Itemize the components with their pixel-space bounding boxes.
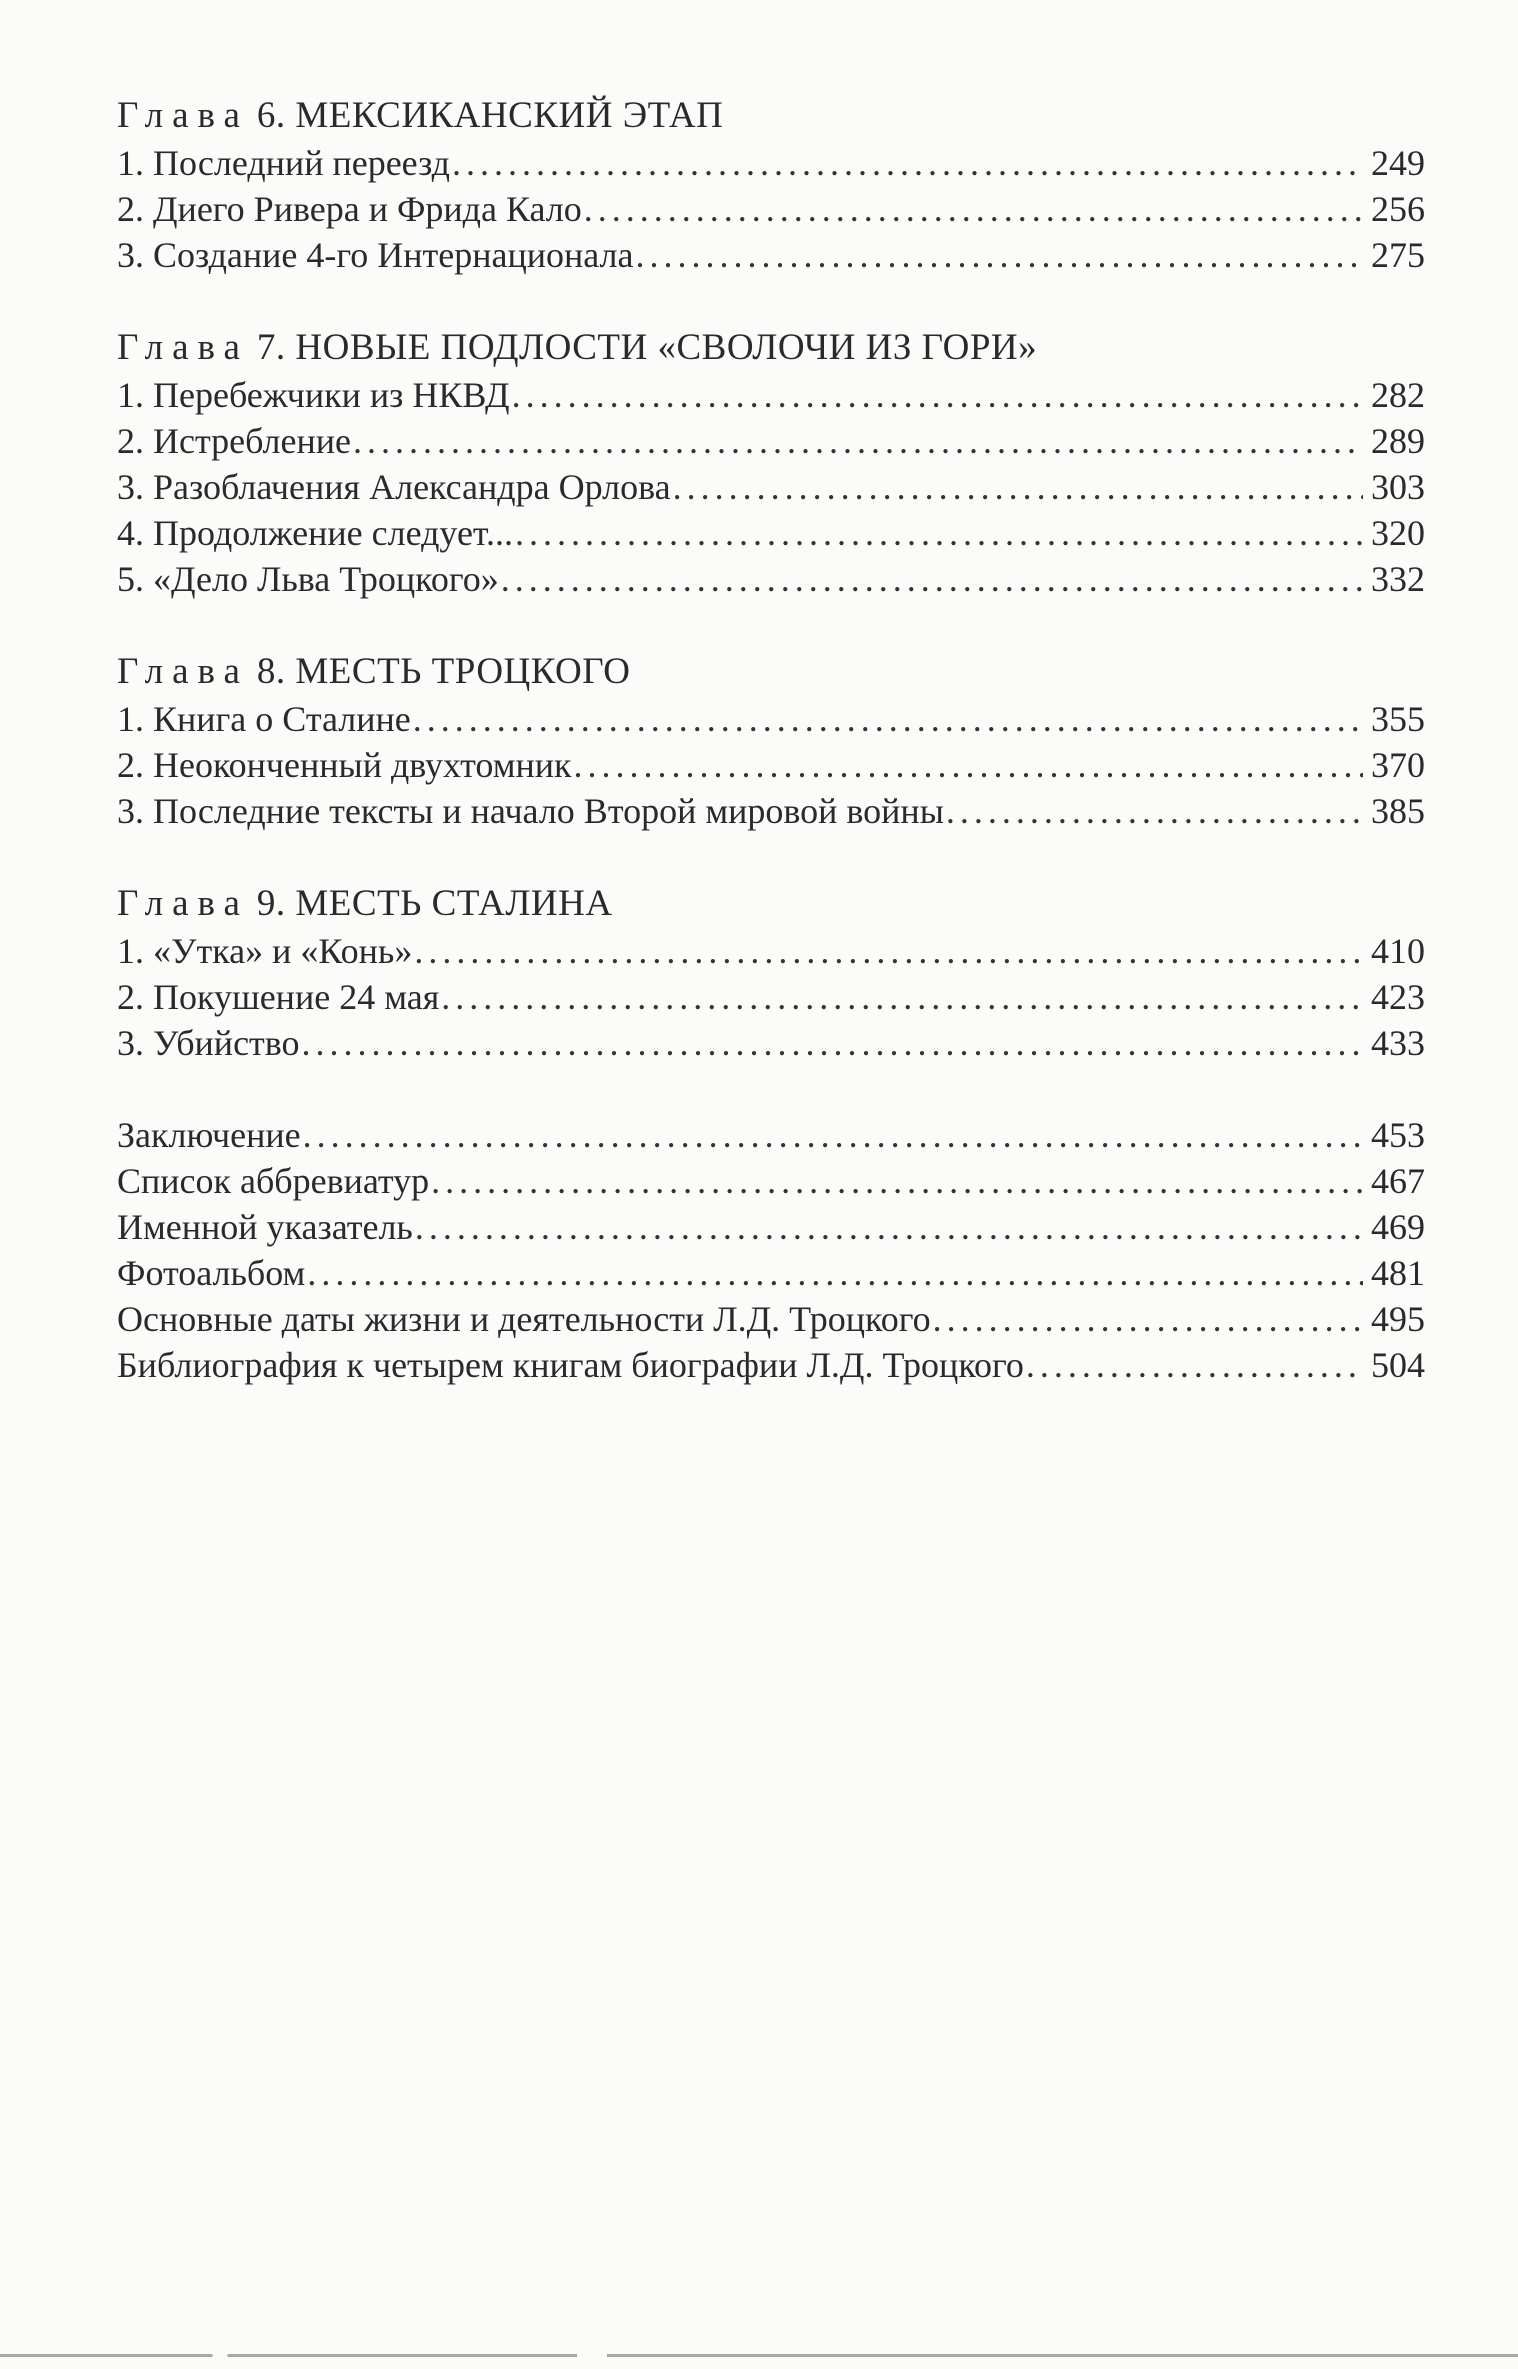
dot-leader: [302, 1020, 1363, 1066]
entry-page: 303: [1371, 467, 1425, 507]
dot-leader: [512, 372, 1363, 418]
entry-title: 2. Покушение 24 мая: [117, 977, 440, 1017]
toc-entry: [117, 788, 1425, 834]
dot-leader: [501, 556, 1363, 602]
toc-entry: [117, 232, 1425, 278]
toc-entry: [117, 1250, 1425, 1296]
toc-entry: [117, 742, 1425, 788]
entry-page: 423: [1371, 977, 1425, 1017]
entry-page: 256: [1371, 189, 1425, 229]
entry-title: 3. Убийство: [117, 1023, 300, 1063]
dot-leader: [307, 1250, 1363, 1296]
entry-title: Заключение: [117, 1115, 301, 1155]
entry-title: Список аббревиатур: [117, 1161, 430, 1201]
entry-page: 332: [1371, 559, 1425, 599]
entry-page: 469: [1371, 1207, 1425, 1247]
chapter-9: [117, 880, 1425, 1066]
entry-title: Фотоальбом: [117, 1253, 306, 1293]
toc-entry: [117, 140, 1425, 186]
dot-leader: [933, 1296, 1363, 1342]
dot-leader: [431, 1158, 1363, 1204]
chapter-label: Глава: [117, 327, 249, 368]
entry-title: 3. Разоблачения Александра Орлова: [117, 467, 671, 507]
toc-entry: [117, 418, 1425, 464]
entry-title: 2. Диего Ривера и Фрида Кало: [117, 189, 582, 229]
toc-entry: [117, 464, 1425, 510]
toc-entry: [117, 1204, 1425, 1250]
chapter-title: 9. МЕСТЬ СТАЛИНА: [256, 883, 613, 924]
dot-leader: [415, 1204, 1363, 1250]
chapter-8: [117, 648, 1425, 834]
chapter-heading: [117, 880, 1425, 928]
chapter-label: Глава: [117, 651, 249, 692]
entry-page: 249: [1371, 143, 1425, 183]
entry-page: 467: [1371, 1161, 1425, 1201]
dot-leader: [1026, 1342, 1363, 1388]
dot-leader: [303, 1112, 1363, 1158]
chapter-7: [117, 324, 1425, 602]
entry-page: 370: [1371, 745, 1425, 785]
dot-leader: [636, 232, 1364, 278]
toc-entry: [117, 510, 1425, 556]
dot-leader: [574, 742, 1363, 788]
toc-entry: [117, 1112, 1425, 1158]
entry-page: 320: [1371, 513, 1425, 553]
entry-title: Именной указатель: [117, 1207, 413, 1247]
dot-leader: [515, 510, 1363, 556]
entry-page: 453: [1371, 1115, 1425, 1155]
dot-leader: [353, 418, 1363, 464]
chapter-6: [117, 92, 1425, 278]
entry-page: 495: [1371, 1299, 1425, 1339]
entry-title: 1. Последний переезд: [117, 143, 450, 183]
chapter-heading: [117, 324, 1425, 372]
entry-page: 385: [1371, 791, 1425, 831]
entry-title: Библиография к четырем книгам биографии Л.Д. Троцкого: [117, 1345, 1024, 1385]
entry-title: 3. Создание 4-го Интернационала: [117, 235, 634, 275]
entry-page: 410: [1371, 931, 1425, 971]
entry-page: 282: [1371, 375, 1425, 415]
dot-leader: [413, 696, 1363, 742]
entry-title: 2. Истребление: [117, 421, 351, 461]
chapter-label: Глава: [117, 95, 249, 136]
chapter-title: 8. МЕСТЬ ТРОЦКОГО: [256, 651, 631, 692]
dot-leader: [946, 788, 1363, 834]
dot-leader: [584, 186, 1363, 232]
toc-entry: [117, 186, 1425, 232]
entry-page: 481: [1371, 1253, 1425, 1293]
toc-entry: [117, 556, 1425, 602]
back-matter: [117, 1112, 1425, 1388]
chapter-heading: [117, 92, 1425, 140]
entry-title: 3. Последние тексты и начало Второй мировой войны: [117, 791, 944, 831]
chapter-title: 7. НОВЫЕ ПОДЛОСТИ «СВОЛОЧИ ИЗ ГОРИ»: [256, 327, 1038, 368]
page-edge-rule: [0, 2354, 1518, 2357]
entry-title: 2. Неоконченный двухтомник: [117, 745, 572, 785]
entry-title: 1. Перебежчики из НКВД: [117, 375, 510, 415]
toc-entry: [117, 372, 1425, 418]
toc-entry: [117, 974, 1425, 1020]
table-of-contents: [117, 92, 1425, 1388]
chapter-heading: [117, 648, 1425, 696]
entry-page: 504: [1371, 1345, 1425, 1385]
chapter-label: Глава: [117, 883, 249, 924]
dot-leader: [441, 974, 1363, 1020]
toc-entry: [117, 696, 1425, 742]
entry-title: 1. «Утка» и «Конь»: [117, 931, 413, 971]
toc-entry: [117, 928, 1425, 974]
entry-title: 1. Книга о Сталине: [117, 699, 411, 739]
entry-page: 355: [1371, 699, 1425, 739]
toc-entry: [117, 1158, 1425, 1204]
toc-entry: [117, 1342, 1425, 1388]
entry-page: 275: [1371, 235, 1425, 275]
toc-entry: [117, 1020, 1425, 1066]
entry-title: Основные даты жизни и деятельности Л.Д. Троцкого: [117, 1299, 931, 1339]
dot-leader: [414, 928, 1363, 974]
entry-page: 433: [1371, 1023, 1425, 1063]
dot-leader: [673, 464, 1363, 510]
chapter-title: 6. МЕКСИКАНСКИЙ ЭТАП: [256, 95, 724, 136]
entry-title: 4. Продолжение следует...: [117, 513, 513, 553]
entry-page: 289: [1371, 421, 1425, 461]
dot-leader: [452, 140, 1363, 186]
entry-title: 5. «Дело Льва Троцкого»: [117, 559, 499, 599]
toc-entry: [117, 1296, 1425, 1342]
